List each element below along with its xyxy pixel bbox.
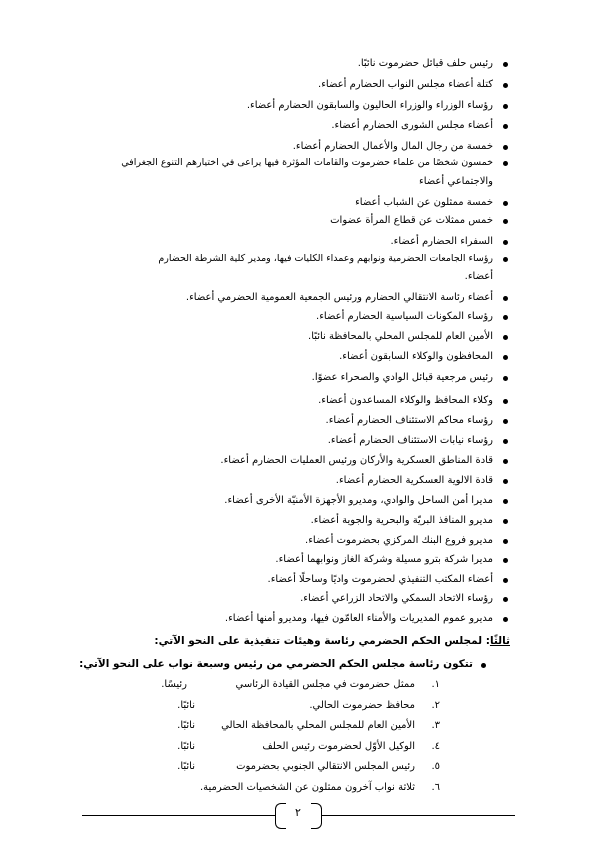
bullet-icon — [503, 479, 508, 484]
bullet-icon — [503, 124, 508, 129]
bullet-icon — [503, 399, 508, 404]
page-number: ٢ — [295, 806, 301, 819]
bullet-icon — [503, 161, 508, 166]
bullet-icon — [503, 83, 508, 88]
bullet-icon — [503, 617, 508, 622]
bullet-icon — [503, 335, 508, 340]
bullet-icon — [503, 296, 508, 301]
bullet-icon — [503, 558, 508, 563]
bullet-icon — [503, 257, 508, 262]
bullet-icon — [503, 499, 508, 504]
bullet-icon — [503, 519, 508, 524]
bullet-icon — [503, 240, 508, 245]
bullet-icon — [503, 419, 508, 424]
bullet-icon — [503, 439, 508, 444]
bullet-icon — [503, 315, 508, 320]
footer-rule-right — [322, 815, 515, 816]
bullet-icon — [503, 62, 508, 67]
bullet-icon — [503, 201, 508, 206]
footer-rule-left — [82, 815, 275, 816]
document-page: رئيس حلف قبائل حضرموت نائبًا. كتلة أعضاء مجلس النواب الحضارم أعضاء. رؤساء الوزراء والوزراء الحاليون والسابقون الحضارم أعضاء. أعضاء مجلس الشورى الحضارم أعضاء. خمسة من رجال المال والأعمال الحضارم أعضاء. خمسون شخصًا من علماء حضرموت والقامات المؤثرة فيها يراعى في اختيارهم التنوع الجغرافي والاجتماعي أعضاء خمسة ممثلون عن الشباب أعضاء خمس ممثلات عن قطاع المرأة عضوات السفراء الحضارم أعضاء. رؤساء الجامعات الحضرمية ونوابهم وعمداء الكليات فيها، ومدير كلية الشرطة الحضارم أعضاء. أعضاء رئاسة الانتقالي الحضارم ورئيس الجمعية العمومية الحضرمي أعضاء. رؤساء المكونات السياسية الحضارم أعضاء. الأمين العام للمجلس المحلي بالمحافظة نائبًا. المحافظون والوكلاء السابقون أعضاء. رئيس مرجعية قبائل الوادي والصحراء عضوًا. وكلاء المحافظ والوكلاء المساعدون أعضاء. رؤساء محاكم الاستئناف الحضارم أعضاء. رؤساء نيابات الاستئناف الحضارم أعضاء. قادة المناطق العسكرية والأركان ورئيس العمليات الحضارم أعضاء. قادة الالوية العسكرية الحضارم أعضاء. مديرا أمن الساحل والوادي، ومديرو الأجهزة الأمنيّة الأخرى أعضاء. مديرو المنافذ البريّة والبحرية والجوية أعضاء. مديرو فروع البنك المركزي بحضرموت أعضاء. مديرا شركة بترو مسيلة وشركة الغاز ونوابهما أعضاء. أعضاء المكتب التنفيذي لحضرموت واديًا وساحلًا أعضاء. رؤساء الاتحاد السمكي والاتحاد الزراعي أعضاء. مديرو عموم المديريات والأمناء العامّون فيها، ومديرو أمنها أعضاء. ثالثًا: لمجلس الحكم الحضرمي رئاسة وهيئات تنفيذية على النحو الآتي: تتكون رئاسة مجلس الحكم الحضرمي من رئيس وسبعة نواب على النحو الآتي: ١. ممثل حضرموت في مجلس القيادة الرئاسي رئيسًا. ٢. محافظ حضرموت الحالي. نائبًا. ٣. الأمين العام للمجلس المحلي بالمحافظة الحالي نائبًا. ٤. الوكيل الأوّل لحضرموت رئيس الحلف نائبًا. ٥. رئيس المجلس الانتقالي الجنوبي بحضرموت نائبًا. ٦. ثلاثة نواب آخرون ممثلون عن الشخصيات الحضرمية. ٢ — [0, 0, 595, 841]
subheading — [79, 658, 473, 670]
bullet-icon — [503, 597, 508, 602]
bullet-icon — [503, 459, 508, 464]
bullet-icon — [481, 663, 486, 668]
footer-bracket-right — [311, 803, 322, 829]
bullet-icon — [503, 376, 508, 381]
bullet-icon — [503, 145, 508, 150]
section-heading — [154, 635, 510, 647]
bullet-icon — [503, 104, 508, 109]
subheading-text: تتكون رئاسة مجلس الحكم الحضرمي من رئيس وسبعة نواب على النحو الآتي: — [79, 658, 473, 670]
bullet-icon — [503, 539, 508, 544]
bullet-icon — [503, 355, 508, 360]
bullet-icon — [503, 219, 508, 224]
footer-bracket-left — [275, 803, 286, 829]
bullet-icon — [503, 578, 508, 583]
section-label: ثالثًا — [489, 635, 510, 647]
section-title: : لمجلس الحكم الحضرمي رئاسة وهيئات تنفيذية على النحو الآتي: — [154, 635, 490, 647]
